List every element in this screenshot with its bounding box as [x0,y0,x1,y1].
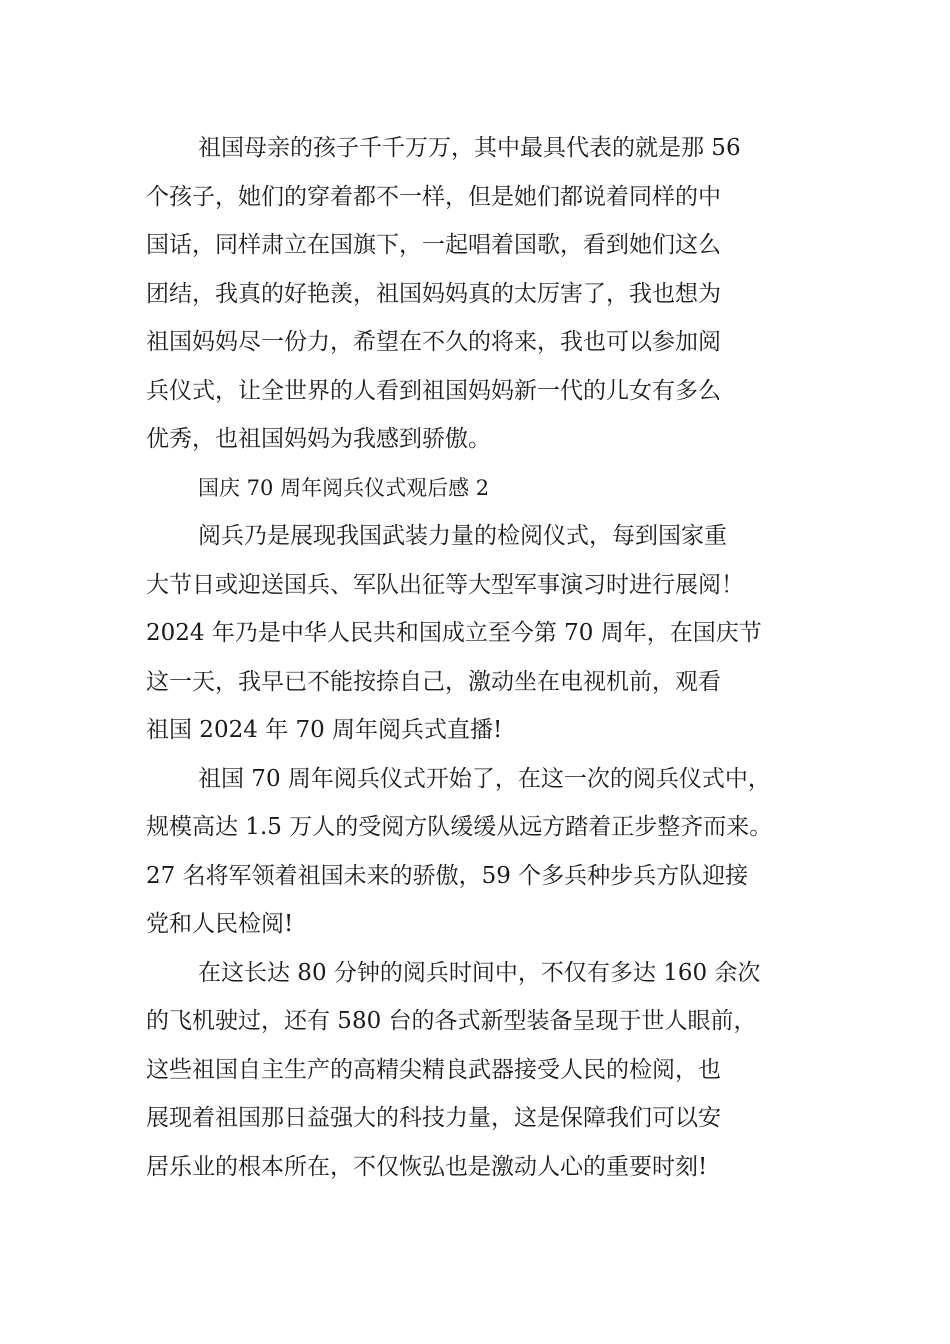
text-line: 祖国 70 周年阅兵仪式开始了，在这一次的阅兵仪式中， [198,765,771,792]
text-line: 兵仪式，让全世界的人看到祖国妈妈新一代的儿女有多么 [146,377,721,404]
paragraph-parade-start [146,755,826,949]
section-title-text: 国庆 70 周年阅兵仪式观后感 2 [198,475,490,500]
text-line: 2024 年乃是中华人民共和国成立至今第 70 周年，在国庆节 [146,620,762,646]
text-line: 祖国妈妈尽一份力，希望在不久的将来，我也可以参加阅 [146,329,721,355]
text-line: 党和人民检阅! [146,911,294,937]
text-line: 展现着祖国那日益强大的科技力量，这是保障我们可以安 [146,1105,721,1131]
document-body [146,124,826,1191]
text-line: 大节日或迎送国兵、军队出征等大型军事演习时进行展阅！ [146,571,744,598]
text-line: 这些祖国自主生产的高精尖精良武器接受人民的检阅，也 [146,1056,721,1083]
text-line: 祖国 2024 年 70 周年阅兵式直播! [146,717,503,743]
text-line: 的飞机驶过，还有 580 台的各式新型装备呈现于世人眼前， [146,1008,757,1034]
text-line: 个孩子，她们的穿着都不一样，但是她们都说着同样的中 [146,183,721,210]
text-line: 27 名将军领着祖国未来的骄傲，59 个多兵种步兵方队迎接 [146,862,749,889]
text-line: 规模高达 1.5 万人的受阅方队缓缓从远方踏着正步整齐而来。 [146,814,773,840]
text-line: 优秀，也祖国妈妈为我感到骄傲。 [146,426,491,452]
text-line: 国话，同样肃立在国旗下，一起唱着国歌，看到她们这么 [146,232,721,258]
text-line: 在这长达 80 分钟的阅兵时间中，不仅有多达 160 余次 [198,959,761,986]
paragraph-equipment [146,949,826,1192]
section-title [146,464,826,513]
paragraph-children-of-motherland [146,124,826,464]
paragraph-parade-intro [146,512,826,755]
text-line: 居乐业的根本所在，不仅恢弘也是激动人心的重要时刻! [146,1153,708,1180]
text-line: 祖国母亲的孩子千千万万，其中最具代表的就是那 56 [198,135,741,161]
text-line: 团结，我真的好艳羡，祖国妈妈真的太厉害了，我也想为 [146,280,721,307]
text-line: 这一天，我早已不能按捺自己，激动坐在电视机前，观看 [146,668,721,695]
text-line: 阅兵乃是展现我国武装力量的检阅仪式，每到国家重 [198,523,727,549]
